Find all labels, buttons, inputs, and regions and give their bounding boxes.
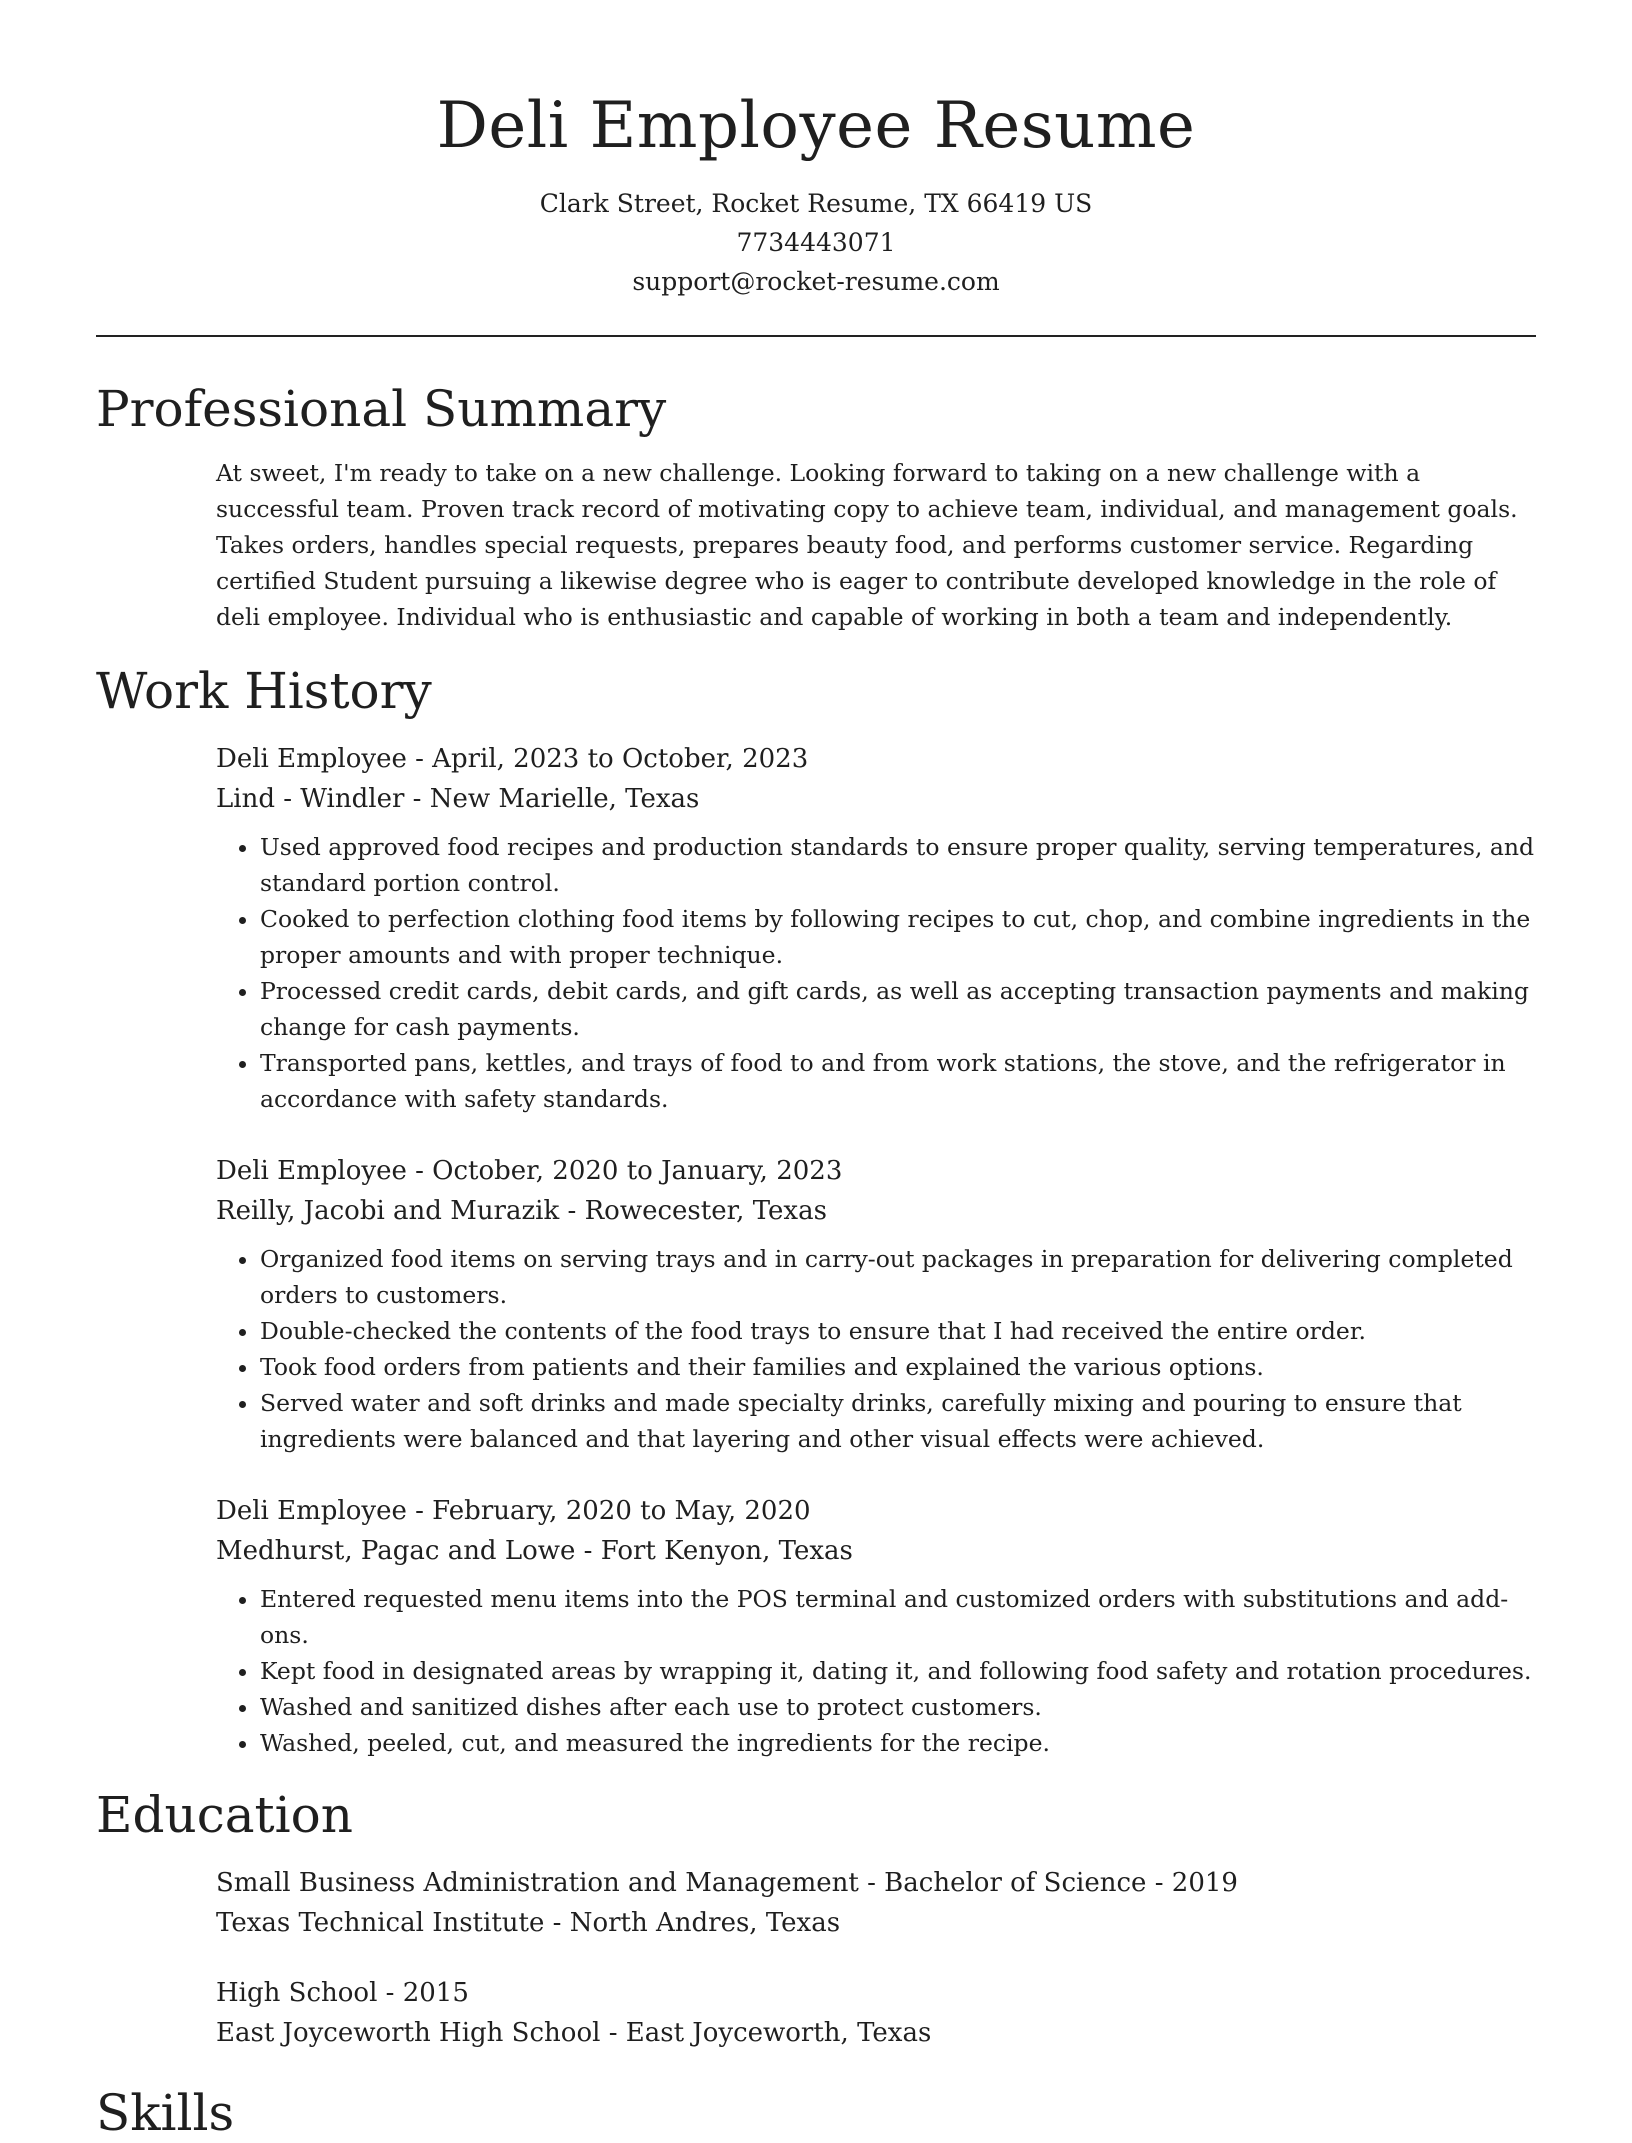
- header-divider: [96, 335, 1536, 337]
- duty-item: • Kept food in designated areas by wrapping it, dating it, and following food safety and rotation procedures.: [260, 1653, 1536, 1689]
- job-company: Lind - Windler: [216, 784, 405, 814]
- job-dates: February, 2020 to May, 2020: [432, 1496, 811, 1526]
- summary-text: At sweet, I'm ready to take on a new challenge. Looking forward to taking on a new challenge with a successful team. Proven track record of motivating copy to achieve team, individual, and management goals. Takes orders, handles special requests, prepares beauty food, and performs customer service. Regarding certified Student pursuing a likewise degree who is eager to contribute developed knowledge in the role of deli employee. Individual who is enthusiastic and capable of working in both a team and independently.: [216, 459, 1518, 631]
- job-location: New Marielle, Texas: [429, 784, 700, 814]
- skills-heading: Skills: [96, 2084, 235, 2142]
- job-title-line: Deli Employee - February, 2020 to May, 2020: [216, 1496, 811, 1526]
- resume-header: [96, 0, 1536, 301]
- job-dates: October, 2020 to January, 2023: [432, 1156, 843, 1186]
- summary-section: [96, 379, 1536, 635]
- duty-item: • Washed, peeled, cut, and measured the ingredients for the recipe.: [260, 1725, 1536, 1761]
- work-history-list: [216, 739, 1536, 1761]
- work-history-heading: Work History: [96, 662, 432, 720]
- job-duties: [216, 1581, 1536, 1761]
- duty-item: • Served water and soft drinks and made specialty drinks, carefully mixing and pouring to ensure that ingredients were balanced and that layering and other visual effects were achieved.: [260, 1385, 1536, 1457]
- contact-email: support@rocket-resume.com: [632, 267, 1000, 296]
- education-location: North Andres, Texas: [569, 1908, 841, 1938]
- job-company: Reilly, Jacobi and Murazik: [216, 1196, 560, 1226]
- job-role: Deli Employee: [216, 1496, 407, 1526]
- duty-item: • Entered requested menu items into the POS terminal and customized orders with substitutions and add-ons.: [260, 1581, 1536, 1653]
- education-entry: [216, 1863, 1536, 1943]
- contact-block: [96, 184, 1536, 301]
- duty-item: • Washed and sanitized dishes after each use to protect customers.: [260, 1689, 1536, 1725]
- education-degree: Bachelor of Science: [884, 1868, 1147, 1898]
- resume-title: Deli Employee Resume: [436, 89, 1196, 163]
- job-duties: [216, 829, 1536, 1117]
- education-year: 2015: [402, 1978, 469, 2008]
- job-entry: [216, 1151, 1536, 1457]
- job-company-line: Lind - Windler - New Marielle, Texas: [216, 784, 700, 814]
- job-entry: [216, 739, 1536, 1117]
- job-entry: [216, 1491, 1536, 1761]
- summary-heading: Professional Summary: [96, 380, 667, 438]
- education-year: 2019: [1171, 1868, 1238, 1898]
- duty-item: • Used approved food recipes and production standards to ensure proper quality, serving temperatures, and standard portion control.: [260, 829, 1536, 901]
- job-company: Medhurst, Pagac and Lowe: [216, 1536, 576, 1566]
- education-entry: [216, 1973, 1536, 2053]
- job-role: Deli Employee: [216, 744, 407, 774]
- duty-item: • Cooked to perfection clothing food items by following recipes to cut, chop, and combine ingredients in the proper amounts and with proper technique.: [260, 901, 1536, 973]
- job-title-line: Deli Employee - April, 2023 to October, 2023: [216, 744, 809, 774]
- duty-item: • Organized food items on serving trays and in carry-out packages in preparation for delivering completed orders to customers.: [260, 1241, 1536, 1313]
- work-history-section: [96, 661, 1536, 1761]
- job-dates: April, 2023 to October, 2023: [432, 744, 809, 774]
- contact-phone: 7734443071: [736, 228, 896, 257]
- education-field: Small Business Administration and Management: [216, 1868, 859, 1898]
- education-degree-line: Small Business Administration and Management - Bachelor of Science - 2019: [216, 1868, 1238, 1898]
- contact-address: Clark Street, Rocket Resume, TX 66419 US: [539, 189, 1093, 218]
- education-list: [216, 1863, 1536, 2053]
- duty-item: • Transported pans, kettles, and trays of food to and from work stations, the stove, and the refrigerator in accordance with safety standards.: [260, 1045, 1536, 1117]
- duty-item: • Took food orders from patients and their families and explained the various options.: [260, 1349, 1536, 1385]
- job-location: Fort Kenyon, Texas: [600, 1536, 853, 1566]
- education-school-line: East Joyceworth High School - East Joyceworth, Texas: [216, 2018, 932, 2048]
- job-title-line: Deli Employee - October, 2020 to January, 2023: [216, 1156, 843, 1186]
- education-degree-line: High School - 2015: [216, 1978, 469, 2008]
- job-location: Rowecester, Texas: [584, 1196, 827, 1226]
- education-school-line: Texas Technical Institute - North Andres, Texas: [216, 1908, 841, 1938]
- education-location: East Joyceworth, Texas: [625, 2018, 932, 2048]
- job-company-line: Medhurst, Pagac and Lowe - Fort Kenyon, Texas: [216, 1536, 853, 1566]
- skills-section: [96, 2083, 1536, 2143]
- duty-item: • Double-checked the contents of the food trays to ensure that I had received the entire order.: [260, 1313, 1536, 1349]
- resume-page: [96, 0, 1536, 2142]
- education-section: [96, 1785, 1536, 2053]
- education-heading: Education: [96, 1786, 353, 1844]
- education-school: East Joyceworth High School: [216, 2018, 601, 2048]
- duty-item: • Processed credit cards, debit cards, and gift cards, as well as accepting transaction payments and making change for cash payments.: [260, 973, 1536, 1045]
- education-field: High School: [216, 1978, 378, 2008]
- job-duties: [216, 1241, 1536, 1457]
- job-role: Deli Employee: [216, 1156, 407, 1186]
- education-school: Texas Technical Institute: [216, 1908, 545, 1938]
- job-company-line: Reilly, Jacobi and Murazik - Rowecester, Texas: [216, 1196, 827, 1226]
